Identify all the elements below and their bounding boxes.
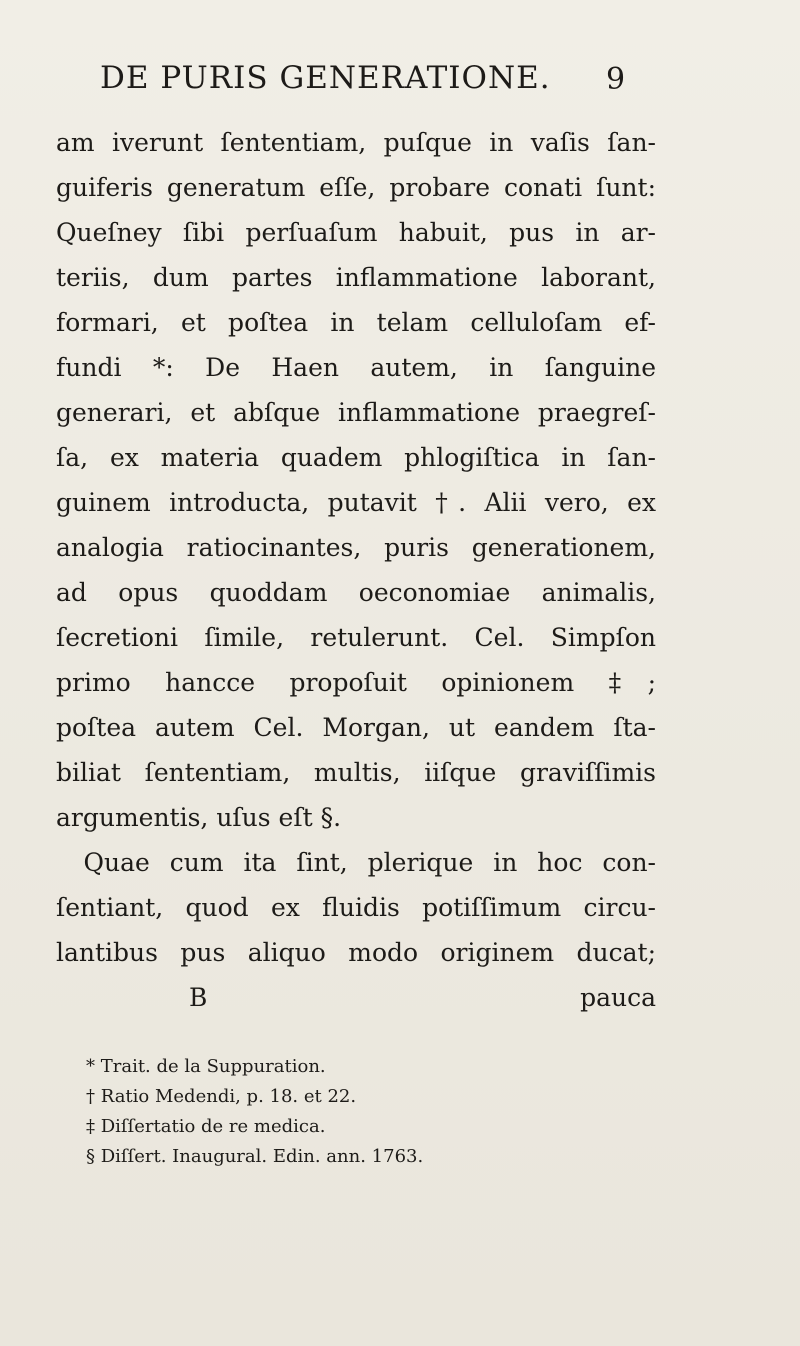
page-number: 9 xyxy=(606,62,626,97)
text-line: formari, et poſtea in telam celluloſam ef- xyxy=(56,308,656,337)
footnotes xyxy=(86,1052,646,1172)
catch-row xyxy=(56,975,656,1020)
text-line: fundi *: De Haen autem, in ſanguine xyxy=(56,353,656,382)
text-line: generari, et abſque inflammatione praegreſ- xyxy=(56,398,656,427)
footnote: * Trait. de la Suppuration. xyxy=(86,1056,326,1077)
text-line: primo hancce propoſuit opinionem ‡; xyxy=(56,668,656,697)
text-line: guiferis generatum eſſe, probare conati ſunt: xyxy=(56,173,656,202)
text-line: analogia ratiocinantes, puris generationem, xyxy=(56,533,656,562)
footnote: ‡ Diſſertatio de re medica. xyxy=(86,1116,326,1137)
footnote: § Diſſert. Inaugural. Edin. ann. 1763. xyxy=(86,1146,424,1167)
text-line: guinem introducta, putavit †. Alii vero, ex xyxy=(56,488,656,517)
text-line: biliat ſententiam, multis, iiſque graviſſimis xyxy=(56,758,656,787)
body-text xyxy=(56,120,656,1020)
text-line: poſtea autem Cel. Morgan, ut eandem ſta- xyxy=(56,713,656,742)
footnote: † Ratio Medendi, p. 18. et 22. xyxy=(86,1086,357,1107)
catchword: pauca xyxy=(580,983,656,1012)
text-line: lantibus pus aliquo modo originem ducat; xyxy=(56,938,656,967)
signature-mark: B xyxy=(189,983,208,1012)
text-line: ſecretioni ſimile, retulerunt. Cel. Simpſon xyxy=(56,623,656,652)
text-line: teriis, dum partes inflammatione laborant, xyxy=(56,263,656,292)
text-line: argumentis, uſus eſt §. xyxy=(56,803,342,832)
running-title: DE PURIS GENERATIONE. xyxy=(100,60,551,96)
text-line: ſa, ex materia quadem phlogiſtica in ſan- xyxy=(56,443,656,472)
text-line: Quae cum ita ſint, plerique in hoc con- xyxy=(83,848,656,877)
text-line: ad opus quoddam oeconomiae animalis, xyxy=(56,578,656,607)
text-line: am iverunt ſententiam, puſque in vaſis ſan- xyxy=(56,128,656,157)
text-line: Queſney ſibi perſuaſum habuit, pus in ar- xyxy=(56,218,656,247)
text-line: ſentiant, quod ex fluidis potiſſimum circu- xyxy=(56,893,656,922)
